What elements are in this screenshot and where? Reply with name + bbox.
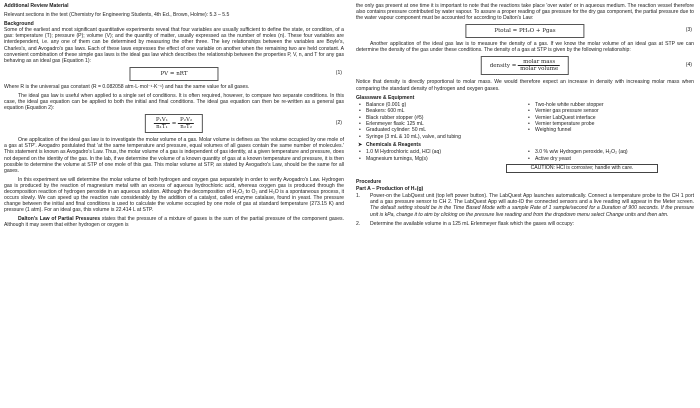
glassware-item: • Weighing funnel — [525, 127, 694, 133]
chemical-item: • 3.0 % w/w Hydrogen peroxide, H₂O₂ (aq) — [525, 149, 694, 155]
density-notice-paragraph: Notice that density is directly proportional to molar mass. We would therefore expect an increase in density with increasing molar mass when comparing the standard density of hydrogen and oxygen gases. — [356, 79, 694, 92]
glassware-list-left — [356, 102, 525, 140]
glassware-item: • Graduated cylinder: 50 mL — [356, 127, 525, 133]
glassware-item: • Balance (0.001 g) — [356, 102, 525, 108]
chemical-item: • Active dry yeast — [525, 156, 694, 162]
eq2-fraction-left — [154, 117, 170, 130]
glassware-item: • Beakers: 600 mL — [356, 108, 525, 114]
chemicals-lists — [356, 149, 694, 162]
glassware-item: • Vernier gas pressure sensor — [525, 108, 694, 114]
glassware-lists — [356, 102, 694, 140]
eq4-denominator: molar volume — [520, 66, 559, 73]
reference-line: Relevant sections in the text (Chemistry for Engineering Students, 4th Ed., Brown, Holme): 5.3 – 5.5 — [4, 12, 230, 19]
eq2-fraction-right — [178, 117, 194, 130]
eq2-den-left: n₁T₁ — [156, 124, 168, 131]
glassware-item: • Syringe (3 mL & 10 mL), valve, and tubing — [356, 134, 525, 140]
equation-4-number: (4) — [685, 62, 692, 69]
procedure-step-1 — [356, 193, 694, 217]
background-heading: Background — [4, 21, 34, 28]
glassware-heading: Glassware & Equipment — [356, 94, 415, 101]
step-1-italic-text: The default setting should be in the Time Based Mode with a sample Rate of 1 sample/second for a Duration of 900 seconds. If the pressure unit is kPa, change it to atm by clicking on the pressure live reading and from the dropdown menu select Change units and then atm. — [370, 205, 694, 218]
eq2-den-right: n₂T₂ — [180, 124, 192, 131]
dalton-heading: Dalton's Law of Partial Pressures — [18, 216, 101, 223]
equation-3-number: (3) — [685, 27, 692, 34]
chemical-item: • Magnesium turnings, Mg(s) — [356, 156, 525, 162]
gas-constant-paragraph: Where R is the universal gas constant (R = 0.082058 atm·L·mol⁻¹·K⁻¹) and has the same value for all gases. — [4, 83, 250, 90]
eq2-num-right: P₂V₂ — [180, 117, 193, 124]
background-paragraph: Some of the earliest and most significant quantitative experiments reveal that four variables are usually sufficient to define the state, or condition, of a gas: temperature (T); pressure (P); volume (V); and the quantity of matter, usually expressed as the number of moles (n). These four variables are interdependent, i.e. any one of them can be determined by measuring the other three. The key relationships between the variables are Boyle's, Charles's, and Avogadro's gas laws. Each of these laws expresses the effect of one variable on another when the remaining two are held constant. A convenient combination of these simple gas laws is the ideal gas law which describes the relationship between the properties P, V, n, and T for any gas behaving as an ideal gas (Equation 1): — [4, 27, 344, 64]
equation-4-box — [481, 56, 569, 75]
glassware-item: • Black rubber stopper (#5) — [356, 115, 525, 121]
doc-title: Additional Review Material — [4, 3, 69, 9]
chemicals-list-right — [525, 149, 694, 162]
experiment-paragraph: In this experiment we will determine the molar volume of both hydrogen and oxygen gas separately in order to verify Avogadro's Law. Hydrogen gas is produced by the reaction of magnesium metal with an excess of aqueous hydrochloric acid, whereas oxygen gas is produced through the decomposition reaction of hydrogen peroxide in an aqueous solution. Although the decomposition of H₂O₂ to O₂ and H₂O is a spontaneous process, it occurs slowly. We can speed up the reaction rate considerably by the addition of a catalyst, called enzyme catalase, found in yeast. The pressure change between the initial and final conditions is used to calculate the volume occupied by one mole of gas at standard temperature (273.15 K) and pressure (1 atm). For an ideal gas, this volume is 22.414 L at STP. — [4, 176, 344, 214]
equation-1-box: PV = nRT — [129, 67, 218, 81]
dalton-text: states that the pressure of a mixture of gases is the sum of the partial pressure of the component gases. Although it may seem that either hydrogen or oxygen is — [4, 216, 345, 229]
glassware-list-right — [525, 102, 694, 134]
procedure-step-2 — [356, 221, 694, 227]
equation-1-number: (1) — [335, 69, 342, 76]
equation-2-box — [145, 114, 203, 133]
eq4-numerator: molar mass — [518, 59, 560, 66]
equation-3-box: Ptotal = PH₂O + Pgas — [465, 24, 584, 38]
glassware-item: • Erlenmeyer flask: 125 mL — [356, 121, 525, 127]
caution-box: CAUTION: HCl is corrosive; handle with care. — [506, 164, 658, 173]
step-1-text: Power-on the LabQuest unit (top left power button). The LabQuest App launches automatically. Connect a temperature probe to the CH 1 port and a gas pressure sensor to CH 2. The LabQuest App will auto-ID the connected sensors and a live reading will appear in the Meter screen. — [370, 193, 694, 206]
equation-1 — [4, 67, 344, 81]
dalton-paragraph — [4, 216, 344, 228]
step-2-number: 2. — [356, 220, 361, 227]
step-1-number: 1. — [356, 193, 361, 200]
general-gas-paragraph: The ideal gas law is useful when applied to a single set of conditions. It is often required, however, to compare two separate conditions. In this case, the ideal gas equation can be applied to both the initial and final conditions. The ideal gas equation can then be re-written as a general gas equation (Equation 2): — [4, 92, 344, 112]
step-2-text: Determine the available volume in a 125 mL Erlenmeyer flask which the gases will occupy: — [370, 220, 574, 227]
glassware-item: • Vernier temperature probe — [525, 121, 694, 127]
molar-volume-paragraph: One application of the ideal gas law is to investigate the molar volume of a gas. Molar volume is defines as 'the volume occupied by one mole of a gas at STP'. Avogadro postulated that 'at the same temperature and pressure, equal volumes of all gases contain the same number of molecules.' This statement is known as Avogadro's Law. Thus, the molar volume of a gas is independent of gas identity, at a given temperature and pressure, does not depend on the identity of the gas. In the lab, if we determine the volume of a known quantity of gas at a known temperature and pressure, it is then possible to determine the volume at STP of one mole of this gas. This molar volume at STP, as stated by Avogadro's Law, should be the same for all gases. — [4, 137, 344, 174]
glassware-item: • Two-hole white rubber stopper — [525, 102, 694, 108]
procedure-heading: Procedure — [356, 179, 382, 186]
water-vapour-paragraph: the only gas present at one time it is important to note that the reactions take place 'over water' or in aqueous medium. The reaction vessel therefore also contains pressure contributed by water vapour. To assure a proper reading of gas pressure for the dry gas component, the partial pressure due to the water vapour component must be accounted for according to Dalton's Law: — [356, 3, 694, 22]
left-column — [4, 3, 344, 232]
eq2-equals: = — [171, 121, 177, 128]
chemicals-arrow-icon: ➤ — [358, 142, 363, 149]
chemicals-heading — [356, 142, 694, 148]
chemical-item: • 1.0 M Hydrochloric acid, HCl (aq) — [356, 149, 525, 155]
chemicals-list-left — [356, 149, 525, 162]
glassware-item: • Vernier LabQuest interface — [525, 115, 694, 121]
right-column — [356, 3, 694, 230]
equation-2 — [4, 114, 344, 134]
chemicals-heading-text: Chemicals & Reagents — [366, 142, 421, 149]
eq4-lhs: density = — [489, 63, 517, 70]
equation-2-number: (2) — [335, 120, 342, 127]
part-a-heading: Part A – Production of H₂(g) — [356, 186, 424, 193]
eq2-num-left: P₁V₁ — [155, 117, 168, 124]
equation-4 — [356, 56, 694, 76]
equation-3 — [356, 24, 694, 38]
density-paragraph: Another application of the ideal gas law is to measure the density of a gas. If we know the molar volume of an ideal gas at STP we can determine the density of the gas under these conditions. The density of a gas at STP is given by the following relationship: — [356, 41, 694, 54]
eq4-fraction — [518, 59, 560, 72]
